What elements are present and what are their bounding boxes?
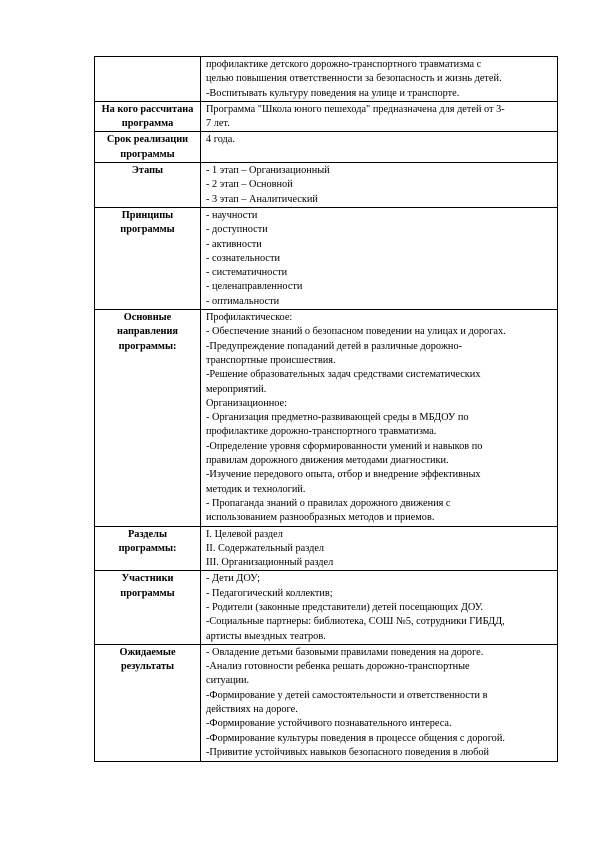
content-line: - Пропаганда знаний о правилах дорожного движения с bbox=[206, 497, 451, 509]
content-line: методик и технологий. bbox=[206, 483, 306, 495]
table-row bbox=[95, 644, 558, 761]
content-line: использованием разнообразных методов и приемов. bbox=[206, 512, 435, 524]
content-line: - Организация предметно-развивающей среды в МБДОУ по bbox=[206, 412, 469, 424]
content-line: I. Целевой раздел bbox=[206, 528, 283, 540]
content-line: Организационное: bbox=[206, 397, 287, 409]
content-line: - 2 этап – Основной bbox=[206, 179, 293, 191]
content-line: -Воспитывать культуру поведения на улице и транспорте. bbox=[206, 87, 460, 99]
row-content bbox=[201, 163, 558, 208]
row-content bbox=[201, 526, 558, 571]
row-label: Основные направления программы: bbox=[95, 310, 201, 526]
content-line: действиях на дороге. bbox=[206, 704, 298, 716]
content-line: - целенаправленности bbox=[206, 281, 303, 293]
content-line: -Изучение передового опыта, отбор и внедрение эффективных bbox=[206, 469, 481, 481]
content-line: -Социальные партнеры: библиотека, СОШ №5, сотрудники ГИБДД, bbox=[206, 616, 505, 628]
content-line: II. Содержательный раздел bbox=[206, 542, 325, 554]
row-label bbox=[95, 57, 201, 102]
row-content bbox=[201, 132, 558, 163]
content-line: - Родители (законные представители) детей посещающих ДОУ. bbox=[206, 601, 483, 613]
content-line: -Решение образовательных задач средствами систематических bbox=[206, 369, 481, 381]
content-line: артисты выездных театров. bbox=[206, 630, 326, 642]
row-label: Участники программы bbox=[95, 571, 201, 644]
table-row bbox=[95, 310, 558, 526]
table-row bbox=[95, 132, 558, 163]
content-line: профилактике дорожно-транспортного травматизма. bbox=[206, 426, 437, 438]
content-line: целью повышения ответственности за безопасность и жизнь детей. bbox=[206, 73, 502, 85]
content-line: - оптимальности bbox=[206, 295, 280, 307]
row-label: Принципы программы bbox=[95, 207, 201, 309]
content-line: - систематичности bbox=[206, 267, 288, 279]
content-line: 4 года. bbox=[206, 134, 235, 146]
table-row bbox=[95, 571, 558, 644]
table-row bbox=[95, 526, 558, 571]
row-label: Разделы программы: bbox=[95, 526, 201, 571]
program-passport-table-container bbox=[94, 56, 558, 762]
row-content bbox=[201, 57, 558, 102]
table-row bbox=[95, 163, 558, 208]
row-label: На кого рассчитана программа bbox=[95, 101, 201, 132]
content-line: транспортные происшествия. bbox=[206, 354, 336, 366]
table-body bbox=[95, 57, 558, 762]
content-line: - доступности bbox=[206, 224, 268, 236]
content-line: 7 лет. bbox=[206, 118, 230, 130]
content-line: - Дети ДОУ; bbox=[206, 573, 260, 585]
content-line: -Формирование у детей самостоятельности и ответственности в bbox=[206, 689, 488, 701]
content-line: - Педагогический коллектив; bbox=[206, 587, 333, 599]
content-line: III. Организационный раздел bbox=[206, 557, 334, 569]
content-line: -Формирование культуры поведения в процессе общения с дорогой. bbox=[206, 732, 505, 744]
row-content bbox=[201, 101, 558, 132]
row-content bbox=[201, 644, 558, 761]
content-line: Программа "Школа юного пешехода" предназначена для детей от 3- bbox=[206, 103, 505, 115]
table-row bbox=[95, 57, 558, 102]
content-line: -Анализ готовности ребенка решать дорожно-транспортные bbox=[206, 661, 470, 673]
content-line: - 3 этап – Аналитический bbox=[206, 193, 318, 205]
content-line: -Формирование устойчивого познавательного интереса. bbox=[206, 718, 452, 730]
table-row bbox=[95, 101, 558, 132]
row-content bbox=[201, 571, 558, 644]
content-line: -Определение уровня сформированности умений и навыков по bbox=[206, 440, 483, 452]
content-line: - научности bbox=[206, 209, 258, 221]
content-line: - Овладение детьми базовыми правилами поведения на дороге. bbox=[206, 646, 484, 658]
row-content bbox=[201, 207, 558, 309]
content-line: правилам дорожного движения методами диагностики. bbox=[206, 455, 449, 467]
content-line: ситуации. bbox=[206, 675, 250, 687]
row-content bbox=[201, 310, 558, 526]
content-line: - 1 этап – Организационный bbox=[206, 165, 330, 177]
content-line: профилактике детского дорожно-транспортного травматизма с bbox=[206, 59, 482, 70]
row-label: Этапы bbox=[95, 163, 201, 208]
content-line: -Привитие устойчивых навыков безопасного поведения в любой bbox=[206, 746, 490, 758]
content-line: - Обеспечение знаний о безопасном поведении на улицах и дорогах. bbox=[206, 326, 506, 338]
content-line: - сознательности bbox=[206, 252, 281, 264]
content-line: Профилактическое: bbox=[206, 312, 293, 324]
row-label: Срок реализации программы bbox=[95, 132, 201, 163]
row-label: Ожидаемые результаты bbox=[95, 644, 201, 761]
content-line: -Предупреждение попаданий детей в различные дорожно- bbox=[206, 340, 463, 352]
table-row bbox=[95, 207, 558, 309]
content-line: мероприятий. bbox=[206, 383, 267, 395]
program-passport-table bbox=[94, 56, 558, 762]
content-line: - активности bbox=[206, 238, 262, 250]
